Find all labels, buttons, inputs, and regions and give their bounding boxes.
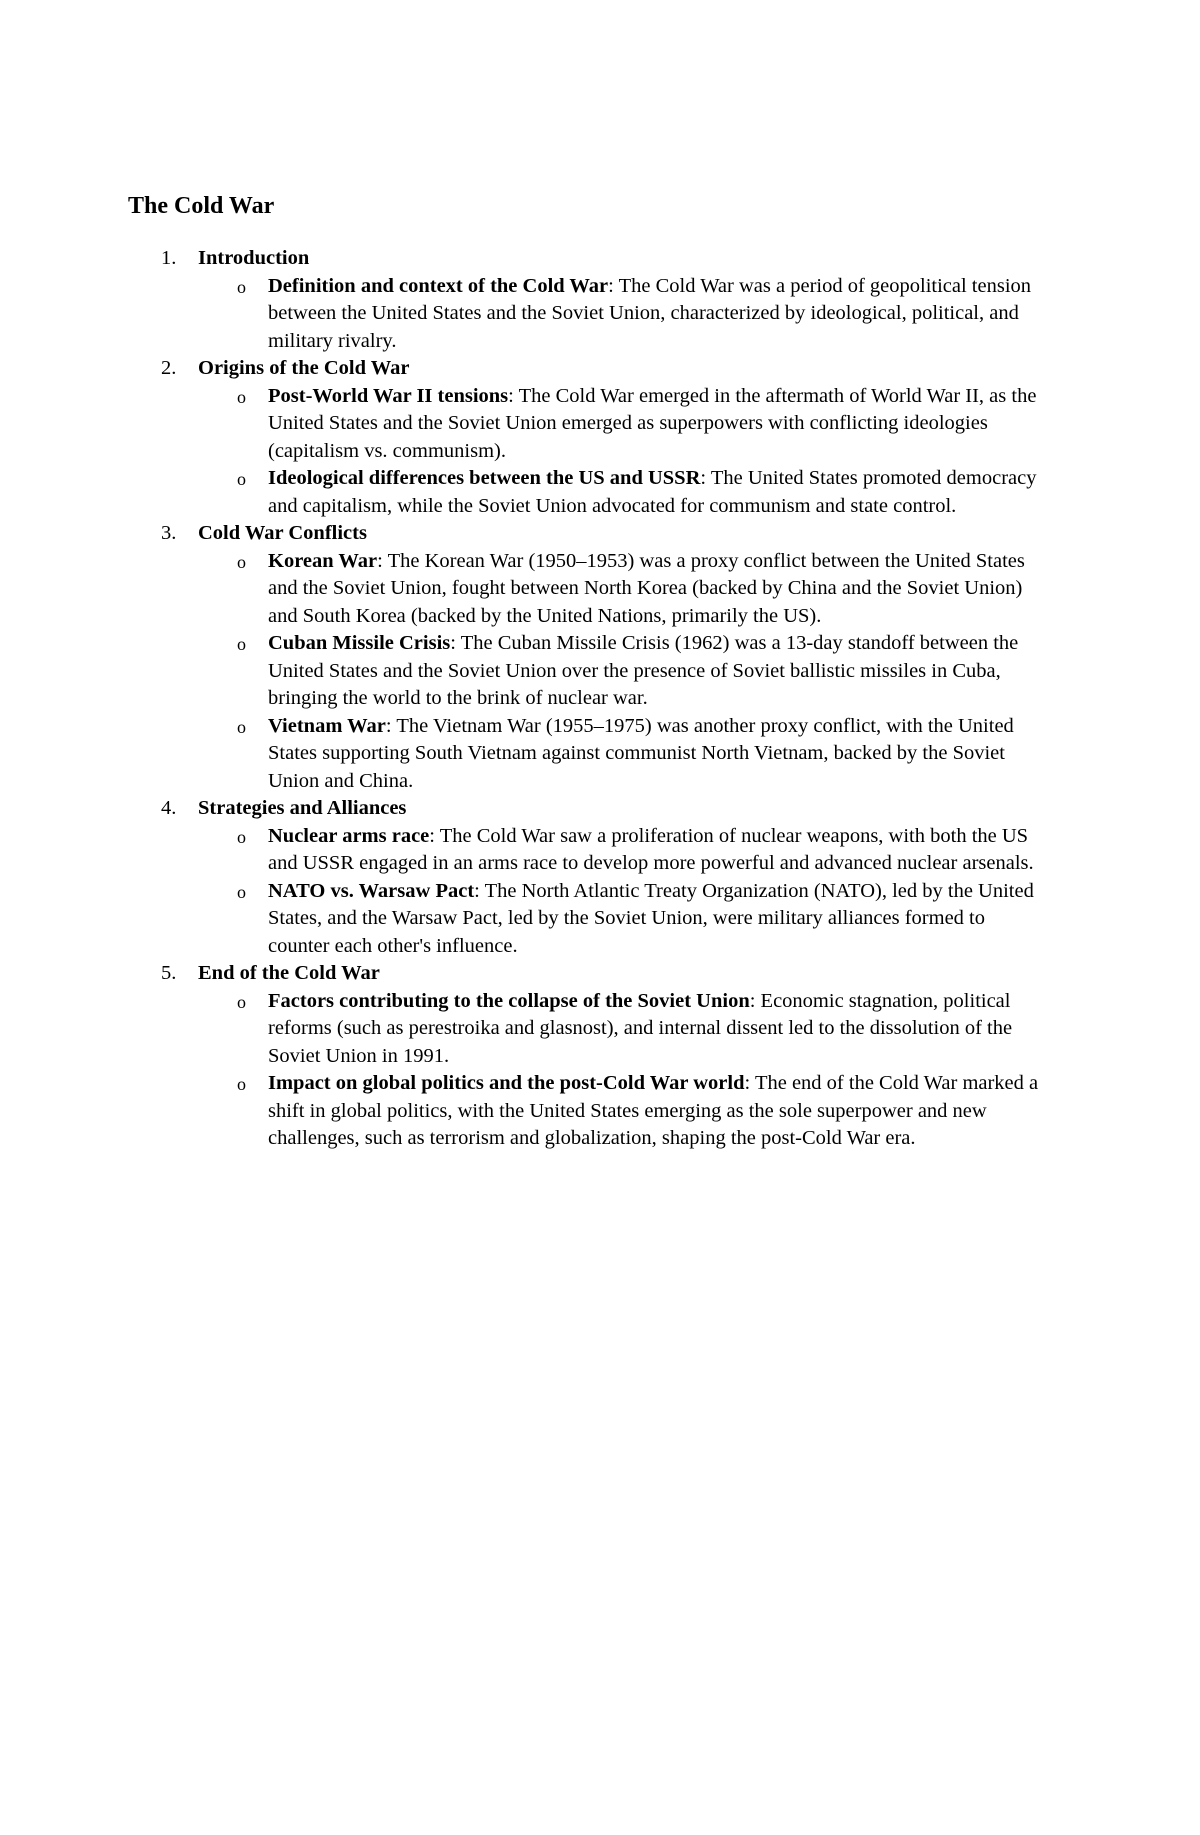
point-term: Post-World War II tensions [268,384,509,407]
point-list [198,383,1078,521]
point-text: : The North Atlantic Treaty Organization (NATO), led by the United States, and the Warsaw Pact, led by the Soviet Union, were military alliances formed to counter each other's influence. [268,879,1034,957]
point-text: : The Cold War emerged in the aftermath of World War II, as the United States and the Soviet Union emerged as superpowers with conflicting ideologies (capitalism vs. communism). [268,384,1037,462]
bullet-marker: o [237,716,246,737]
point-text: : The United States promoted democracy and capitalism, while the Soviet Union advocated for communism and state control. [268,467,1037,517]
section-heading: Origins of the Cold War [198,357,410,379]
section-number: 5. [161,962,177,984]
list-item [198,713,1048,796]
point-text: : The Vietnam War (1955–1975) was another proxy conflict, with the United States supporting South Vietnam against communist North Vietnam, backed by the Soviet Union and China. [268,714,1014,792]
point-text: : The Cold War was a period of geopolitical tension between the United States and the Soviet Union, characterized by ideological, political, and military rivalry. [268,274,1032,352]
list-item [198,383,1048,466]
document-title: The Cold War [128,193,275,219]
bullet-marker: o [237,826,246,847]
point-list [198,548,1078,796]
point-term: Vietnam War [268,714,386,737]
list-item [198,878,1048,961]
bullet-marker: o [237,634,246,654]
list-item [198,988,1048,1071]
section-strategies [128,795,1078,960]
point-term: Factors contributing to the collapse of the Soviet Union [268,989,750,1012]
document-content [128,188,1078,1153]
point-text: : The Korean War (1950–1953) was a proxy conflict between the United States and the Soviet Union, fought between North Korea (backed by China and the Soviet Union) and South Korea (backed by the United Nations, primarily the US). [268,549,1025,627]
section-heading: Introduction [198,247,310,269]
bullet-marker: o [237,469,246,489]
point-text: : The end of the Cold War marked a shift in global politics, with the United States emerging as the sole superpower and new challenges, such as terrorism and globalization, shaping the post-Cold War era. [268,1072,1039,1149]
point-term: NATO vs. Warsaw Pact [268,879,475,902]
bullet-marker: o [237,386,246,407]
point-text: : Economic stagnation, political reforms (such as perestroika and glasnost), and internal dissent led to the dissolution of the Soviet Union in 1991. [268,989,1013,1067]
section-end [128,960,1078,1153]
section-origins [128,355,1078,520]
list-item [198,465,1048,520]
list-item [198,1070,1048,1153]
point-list [198,273,1078,356]
bullet-marker: o [237,991,246,1012]
section-number: 4. [161,797,177,819]
bullet-marker: o [237,881,246,902]
bullet-marker: o [237,1074,246,1094]
bullet-marker: o [237,551,246,572]
point-term: Korean War [268,549,378,572]
point-list [198,988,1078,1153]
section-list [128,245,1078,1153]
list-item [198,273,1048,356]
section-number: 1. [161,247,177,269]
point-term: Impact on global politics and the post-Cold War world [268,1072,745,1094]
point-term: Ideological differences between the US and USSR [268,467,701,489]
section-heading: Strategies and Alliances [198,797,407,819]
section-heading: Cold War Conflicts [198,522,367,544]
point-text: : The Cuban Missile Crisis (1962) was a 13-day standoff between the United States and the Soviet Union over the presence of Soviet ballistic missiles in Cuba, bringing the world to the brink of nuclear war. [268,632,1019,709]
list-item [198,630,1048,713]
list-item [198,823,1048,878]
bullet-marker: o [237,276,246,297]
section-conflicts [128,520,1078,795]
point-term: Definition and context of the Cold War [268,274,609,297]
section-number: 3. [161,522,177,544]
point-list [198,823,1078,961]
section-number: 2. [161,357,177,379]
point-term: Cuban Missile Crisis [268,632,451,654]
point-text: : The Cold War saw a proliferation of nuclear weapons, with both the US and USSR engaged in an arms race to develop more powerful and advanced nuclear arsenals. [268,824,1034,874]
section-heading: End of the Cold War [198,962,380,984]
section-introduction [128,245,1078,355]
point-term: Nuclear arms race [268,824,430,847]
list-item [198,548,1048,631]
